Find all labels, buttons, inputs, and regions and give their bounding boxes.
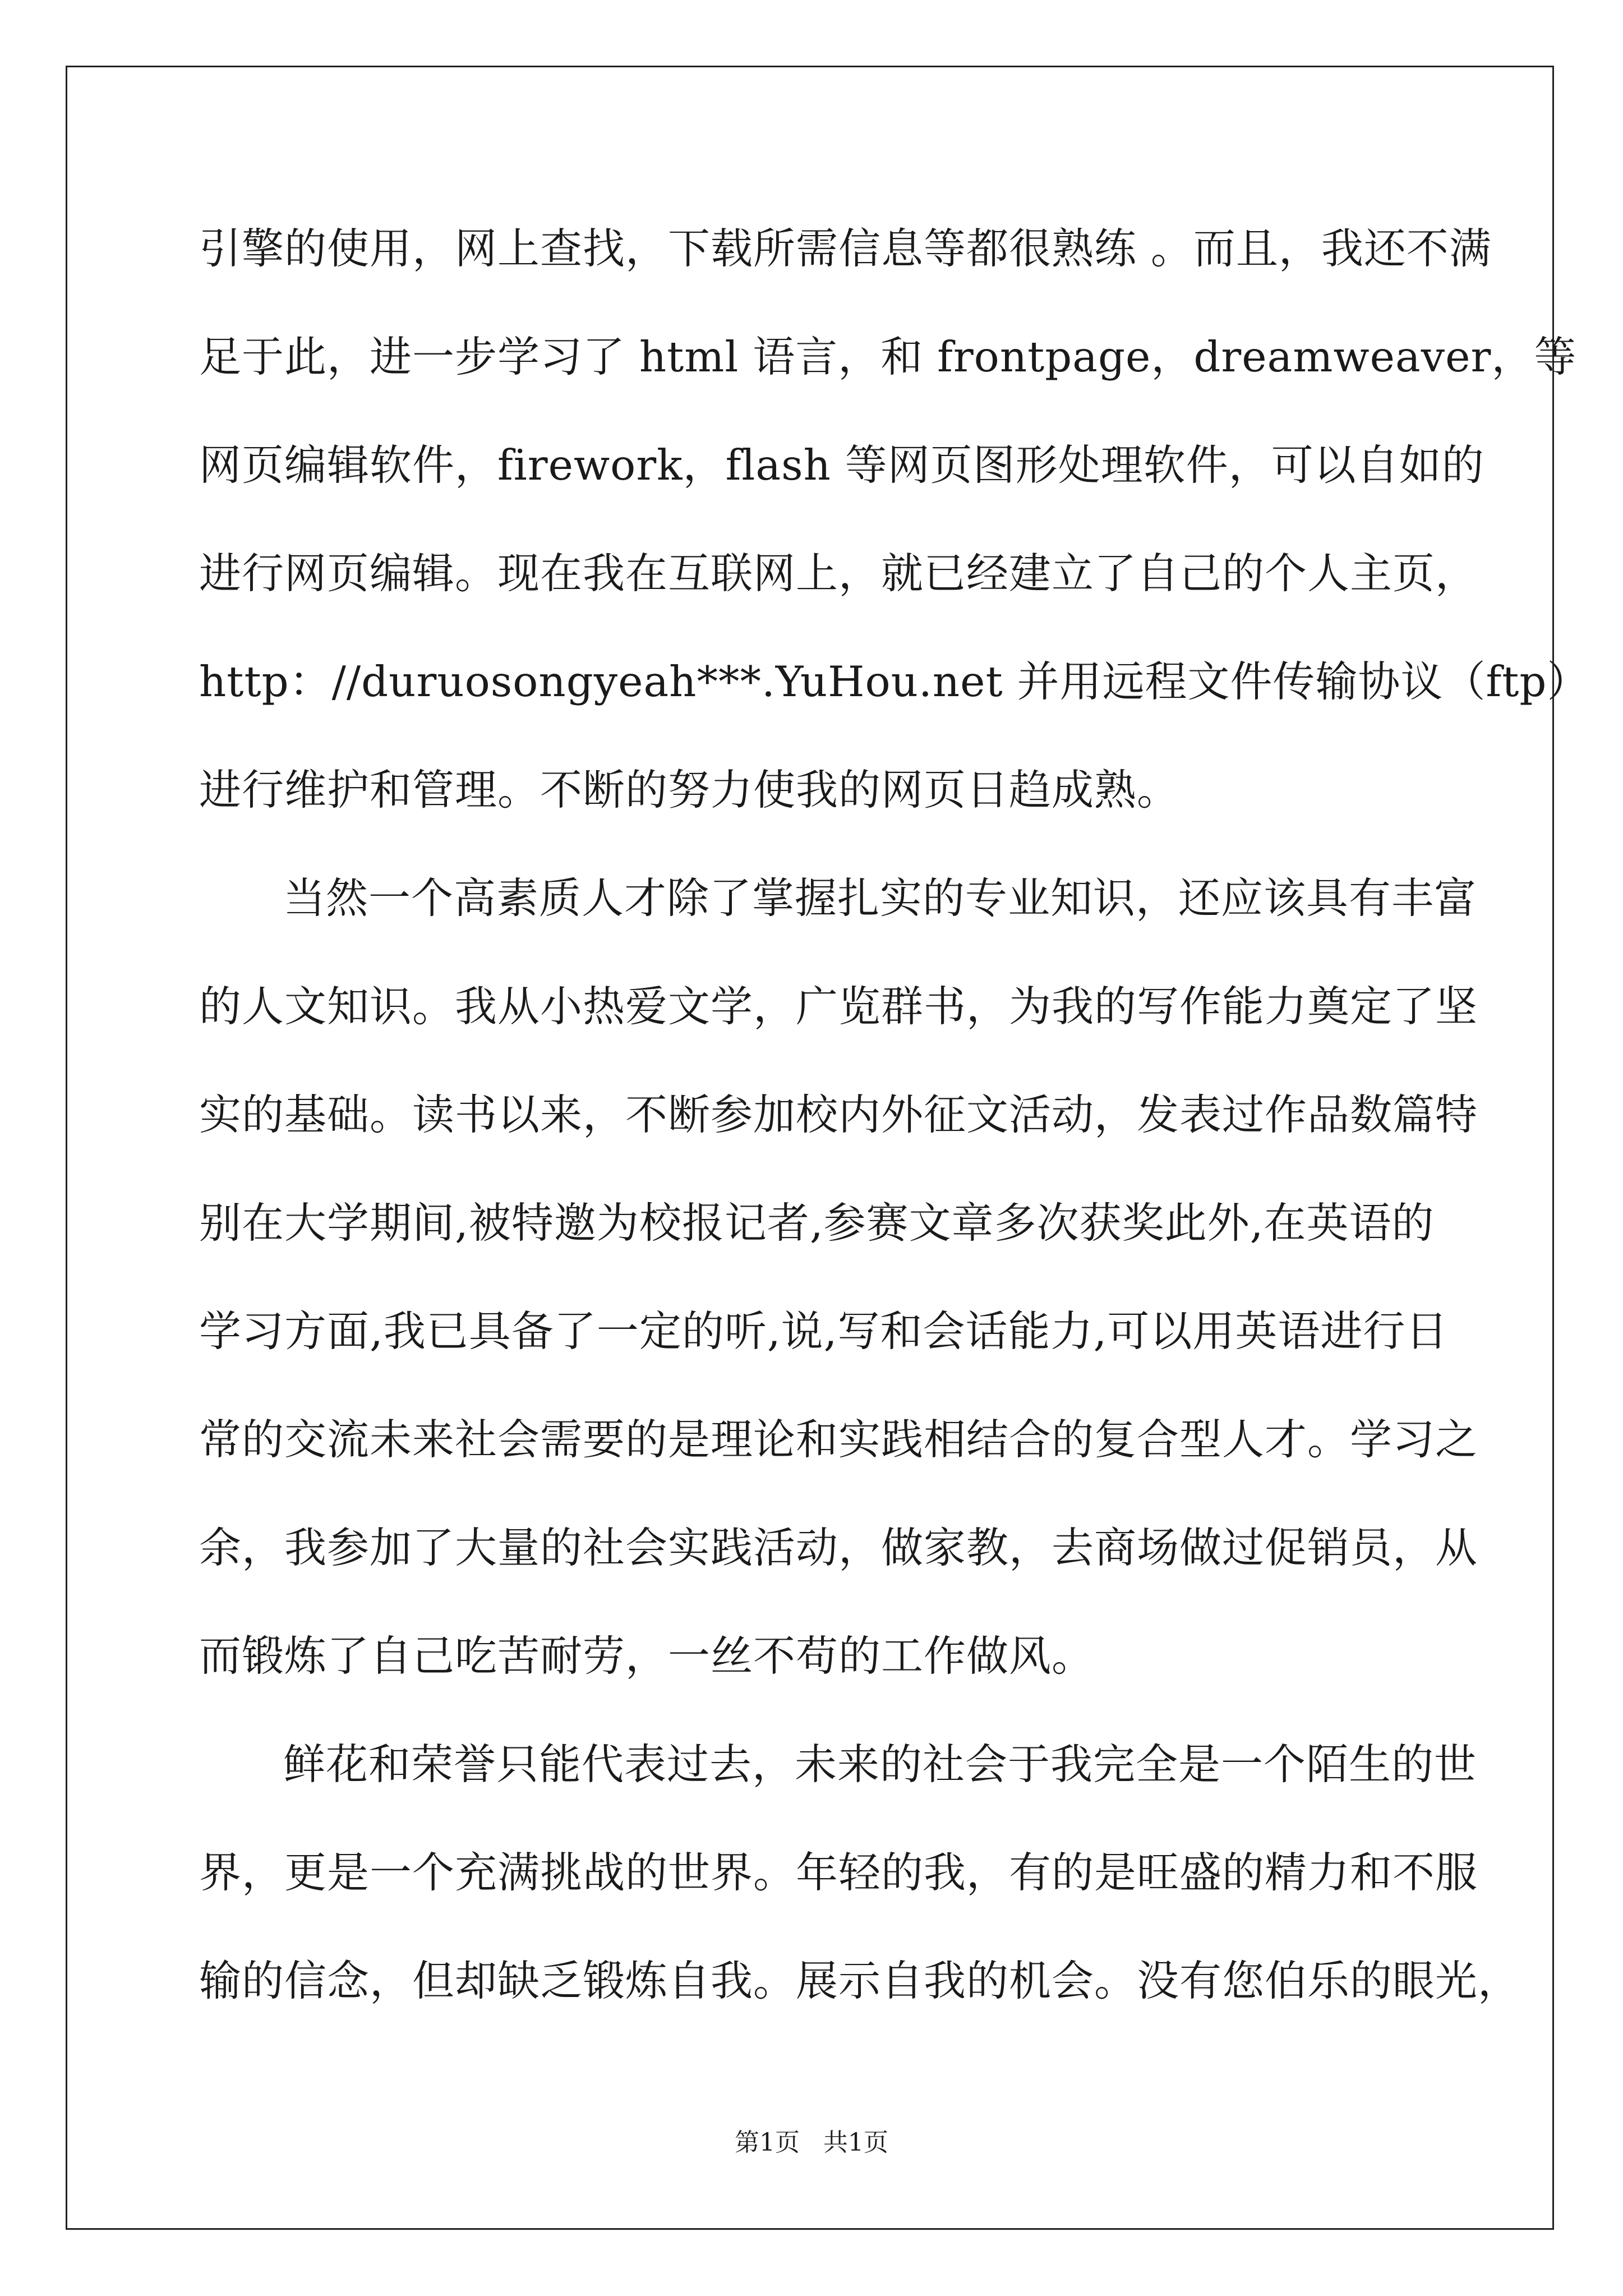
body-line-14: 而锻炼了自己吃苦耐劳，一丝不苟的工作做风。 xyxy=(199,1631,1095,1681)
body-line-10: 别在大学期间,被特邀为校报记者,参赛文章多次获奖此外,在英语的 xyxy=(199,1198,1435,1248)
body-line-8: 的人文知识。我从小热爱文学，广览群书，为我的写作能力奠定了坚 xyxy=(199,982,1478,1031)
body-line-1: 引擎的使用，网上查找，下载所需信息等都很熟练 。而且，我还不满 xyxy=(199,224,1492,273)
body-line-9: 实的基础。读书以来，不断参加校内外征文活动，发表过作品数篇特 xyxy=(199,1090,1478,1139)
body-line-11: 学习方面,我已具备了一定的听,说,写和会话能力,可以用英语进行日 xyxy=(199,1306,1449,1356)
body-line-4: 进行网页编辑。现在我在互联网上，就已经建立了自己的个人主页， xyxy=(199,549,1478,598)
page-border xyxy=(66,66,1590,2230)
body-line-5: http：//duruosongyeah***.YuHou.net 并用远程文件传输协议（ftp） xyxy=(199,657,1590,706)
body-line-13: 余，我参加了大量的社会实践活动，做家教，去商场做过促销员，从 xyxy=(199,1523,1478,1572)
page-number-footer: 第1页 共1页 xyxy=(735,2128,888,2157)
body-line-12: 常的交流未来社会需要的是理论和实践相结合的复合型人才。学习之 xyxy=(199,1415,1478,1464)
body-line-16: 界，更是一个充满挑战的世界。年轻的我，有的是旺盛的精力和不服 xyxy=(199,1848,1478,1897)
body-line-3: 网页编辑软件，firework，flash 等网页图形处理软件，可以自如的 xyxy=(199,440,1484,490)
body-line-6: 进行维护和管理。不断的努力使我的网页日趋成熟。 xyxy=(199,765,1180,815)
body-line-2: 足于此，进一步学习了 html 语言，和 frontpage，dreamweaver，等 xyxy=(199,332,1577,381)
body-line-15: 鲜花和荣誉只能代表过去，未来的社会于我完全是一个陌生的世 xyxy=(283,1740,1477,1789)
body-line-17: 输的信念，但却缺乏锻炼自我。展示自我的机会。没有您伯乐的眼光， xyxy=(199,1956,1521,2005)
body-line-7: 当然一个高素质人才除了掌握扎实的专业知识，还应该具有丰富 xyxy=(283,873,1477,923)
